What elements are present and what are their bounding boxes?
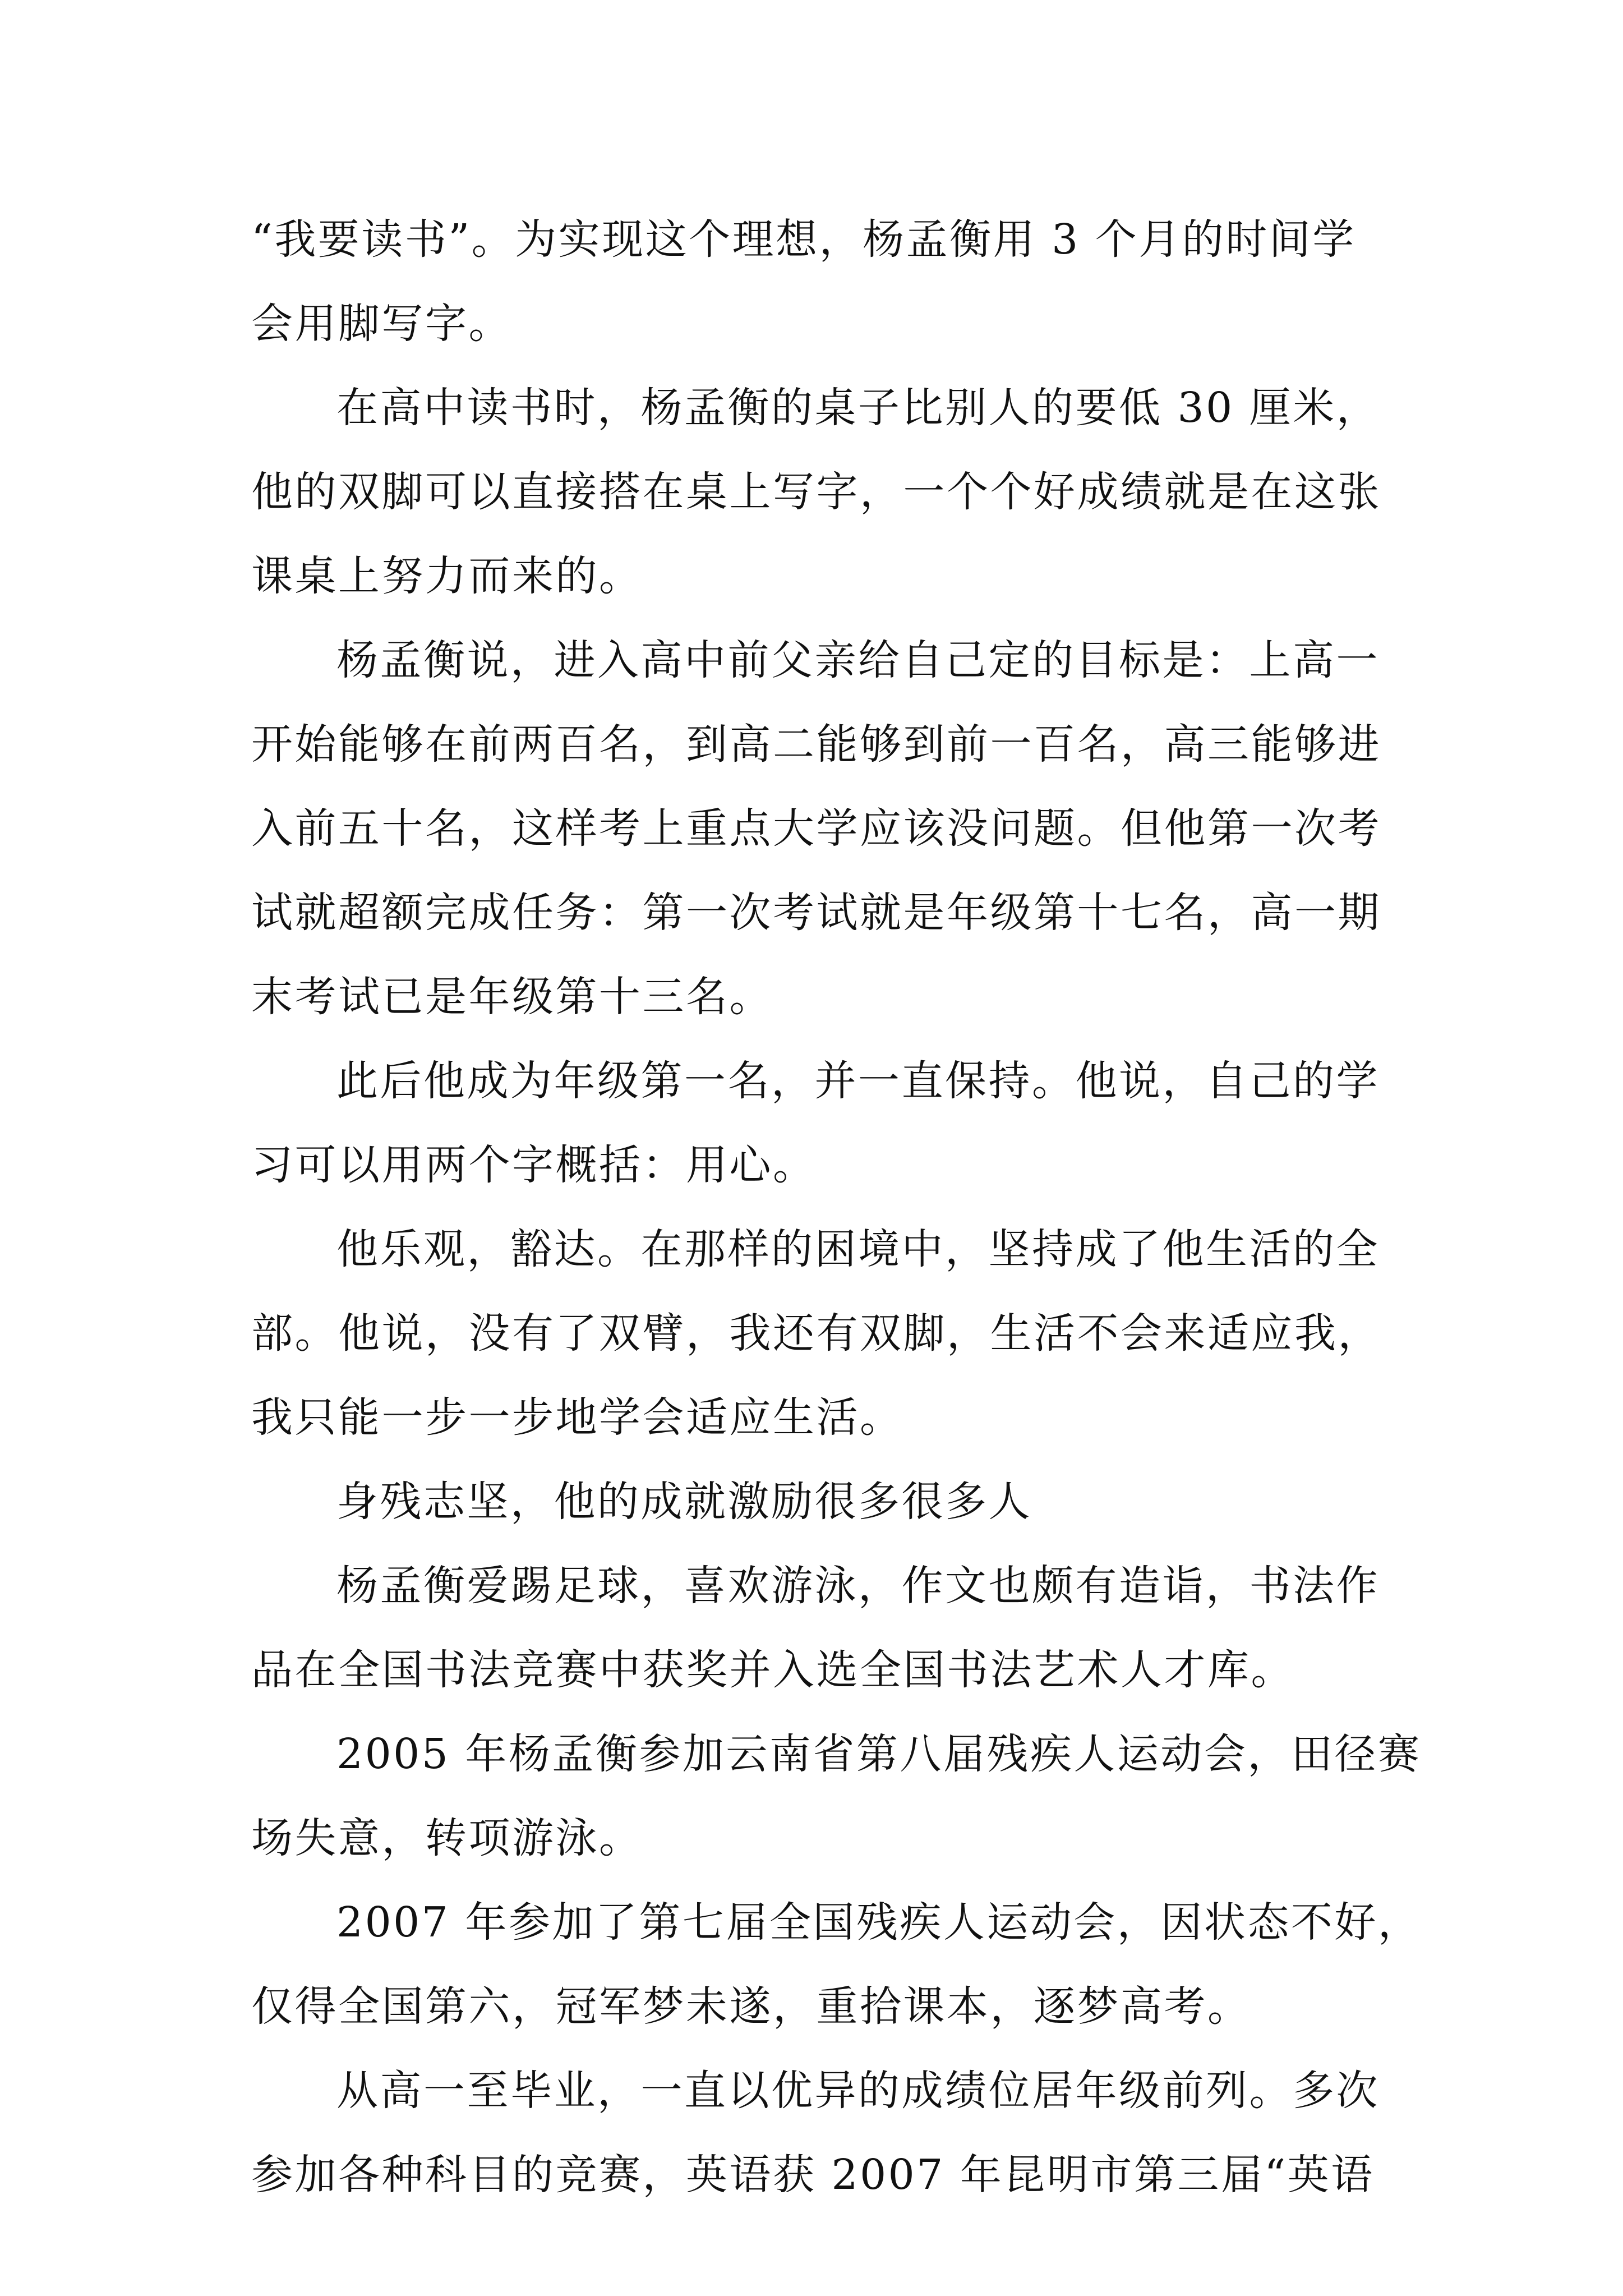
text-line: 课桌上努力而来的。 (251, 552, 643, 600)
text-line: 从高一至毕业，一直以优异的成绩位居年级前列。多次 (336, 2067, 1380, 2115)
paragraph (251, 2049, 1384, 2217)
text-line: 杨孟衡说，进入高中前父亲给自己定的目标是：上高一 (336, 636, 1380, 684)
text-line: 此后他成为年级第一名，并一直保持。他说，自己的学 (336, 1057, 1380, 1105)
document-body (251, 197, 1422, 2217)
paragraph (251, 1207, 1384, 1460)
paragraph (251, 1544, 1384, 1712)
text-line: 会用脚写字。 (251, 300, 512, 348)
paragraph (251, 1880, 1422, 2049)
text-line: 我只能一步一步地学会适应生活。 (251, 1393, 903, 1442)
paragraph (251, 1039, 1384, 1207)
section-heading (251, 1460, 1384, 1544)
text-line: 品在全国书法竞赛中获奖并入选全国书法艺术人才库。 (251, 1646, 1294, 1694)
paragraph (251, 197, 1384, 366)
text-line: 仅得全国第六，冠军梦未遂，重拾课本，逐梦高考。 (251, 1982, 1251, 2031)
text-line: 身残志坚，他的成就激励很多很多人 (336, 1478, 1032, 1526)
text-line: 入前五十名，这样考上重点大学应该没问题。但他第一次考 (251, 804, 1381, 853)
paragraph (251, 618, 1384, 1039)
text-line: 杨孟衡爱踢足球，喜欢游泳，作文也颇有造诣，书法作 (336, 1562, 1380, 1610)
text-line: 开始能够在前两百名，到高二能够到前一百名，高三能够进 (251, 720, 1381, 769)
text-line: “我要读书”。为实现这个理想，杨孟衡用 3 个月的时间学 (251, 215, 1356, 264)
text-line: 在高中读书时，杨孟衡的桌子比别人的要低 30 厘米， (336, 384, 1380, 432)
text-line: 部。他说，没有了双臂，我还有双脚，生活不会来适应我， (251, 1309, 1381, 1358)
text-line: 他的双脚可以直接搭在桌上写字，一个个好成绩就是在这张 (251, 468, 1381, 516)
text-line: 试就超额完成任务：第一次考试就是年级第十七名，高一期 (251, 889, 1381, 937)
text-line: 2007 年参加了第七届全国残疾人运动会，因状态不好， (336, 1898, 1422, 1947)
paragraph (251, 366, 1384, 618)
text-line: 末考试已是年级第十三名。 (251, 973, 773, 1021)
text-line: 2005 年杨孟衡参加云南省第八届残疾人运动会，田径赛 (336, 1730, 1422, 1778)
text-line: 场失意，转项游泳。 (251, 1814, 643, 1862)
text-line: 他乐观，豁达。在那样的困境中，坚持成了他生活的全 (336, 1225, 1380, 1273)
paragraph (251, 1712, 1422, 1880)
text-line: 习可以用两个字概括：用心。 (251, 1141, 817, 1189)
text-line: 参加各种科目的竞赛，英语获 2007 年昆明市第三届“英语 (251, 2151, 1375, 2199)
